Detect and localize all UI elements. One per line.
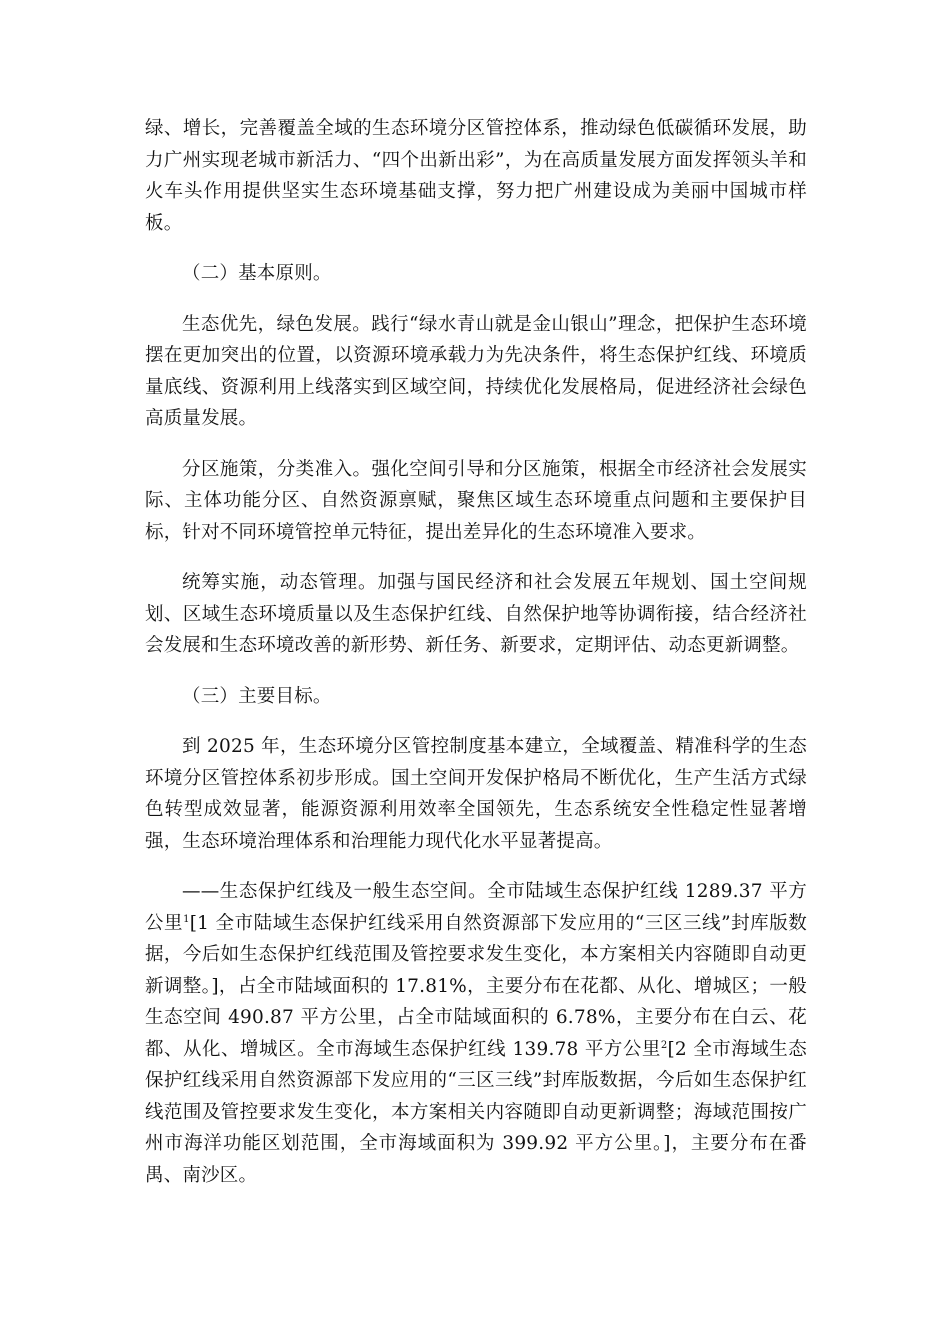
footnote-marker-2: 2 bbox=[660, 1039, 668, 1051]
paragraph-ecological-redline bbox=[145, 876, 807, 1191]
footnote-marker-1: 1 bbox=[183, 913, 190, 925]
section-heading-main-goals: （三）主要目标。 bbox=[182, 685, 332, 707]
paragraph-continued: 绿、增长，完善覆盖全域的生态环境分区管控体系，推动绿色低碳循环发展，助力广州实现老城市新活力、“四个出新出彩”，为在高质量发展方面发挥领头羊和火车头作用提供坚实生态环境基础支撑，努力把广州建设成为美丽中国城市样板。 bbox=[145, 118, 807, 234]
redline-text-part3: [2 全市海域生态保护红线采用自然资源部下发应用的“三区三线”封库版数据，今后如生态保护红线范围及管控要求发生变化，本方案相关内容随即自动更新调整；海域范围按广州市海洋功能区划范围，全市海域面积为 399.92 平方公里。]，主要分布在番禺、南沙区。 bbox=[145, 1038, 808, 1186]
paragraph-zoned-policy: 分区施策，分类准入。强化空间引导和分区施策，根据全市经济社会发展实际、主体功能分区、自然资源禀赋，聚焦区域生态环境重点问题和主要保护目标，针对不同环境管控单元特征，提出差异化的生态环境准入要求。 bbox=[145, 458, 807, 543]
paragraph-ecology-first: 生态优先，绿色发展。践行“绿水青山就是金山银山”理念，把保护生态环境摆在更加突出的位置，以资源环境承载力为先决条件，将生态保护红线、环境质量底线、资源利用上线落实到区域空间，持续优化发展格局，促进经济社会绿色高质量发展。 bbox=[145, 313, 807, 429]
section-heading-basic-principles: （二）基本原则。 bbox=[182, 263, 332, 284]
document-body bbox=[145, 113, 807, 1210]
redline-text-part2: [1 全市陆域生态保护红线采用自然资源部下发应用的“三区三线”封库版数据，今后如生态保护红线范围及管控要求发生变化，本方案相关内容随即自动更新调整。]，占全市陆域面积的 17.81%，主要分布在花都、从化、增城区；一般生态空间 490.87 平方公里，占全市陆域面积的 6.78%，主要分布在白云、花都、从化、增城区。全市海域生态保护红线 139.78 平方公里 bbox=[145, 912, 807, 1060]
paragraph-coordinated-implementation: 统筹实施，动态管理。加强与国民经济和社会发展五年规划、国土空间规划、区域生态环境质量以及生态保护红线、自然保护地等协调衔接，结合经济社会发展和生态环境改善的新形势、新任务、新要求，定期评估、动态更新调整。 bbox=[145, 572, 807, 656]
redline-text-part1: ——生态保护红线及一般生态空间。全市陆域生态保护红线 1289.37 平方公里 bbox=[145, 881, 807, 934]
paragraph-2025-goal: 到 2025 年，生态环境分区管控制度基本建立，全域覆盖、精准科学的生态环境分区管控体系初步形成。国土空间开发保护格局不断优化，生产生活方式绿色转型成效显著，能源资源利用效率全国领先，生态系统安全性稳定性显著增强，生态环境治理体系和治理能力现代化水平显著提高。 bbox=[145, 736, 807, 852]
